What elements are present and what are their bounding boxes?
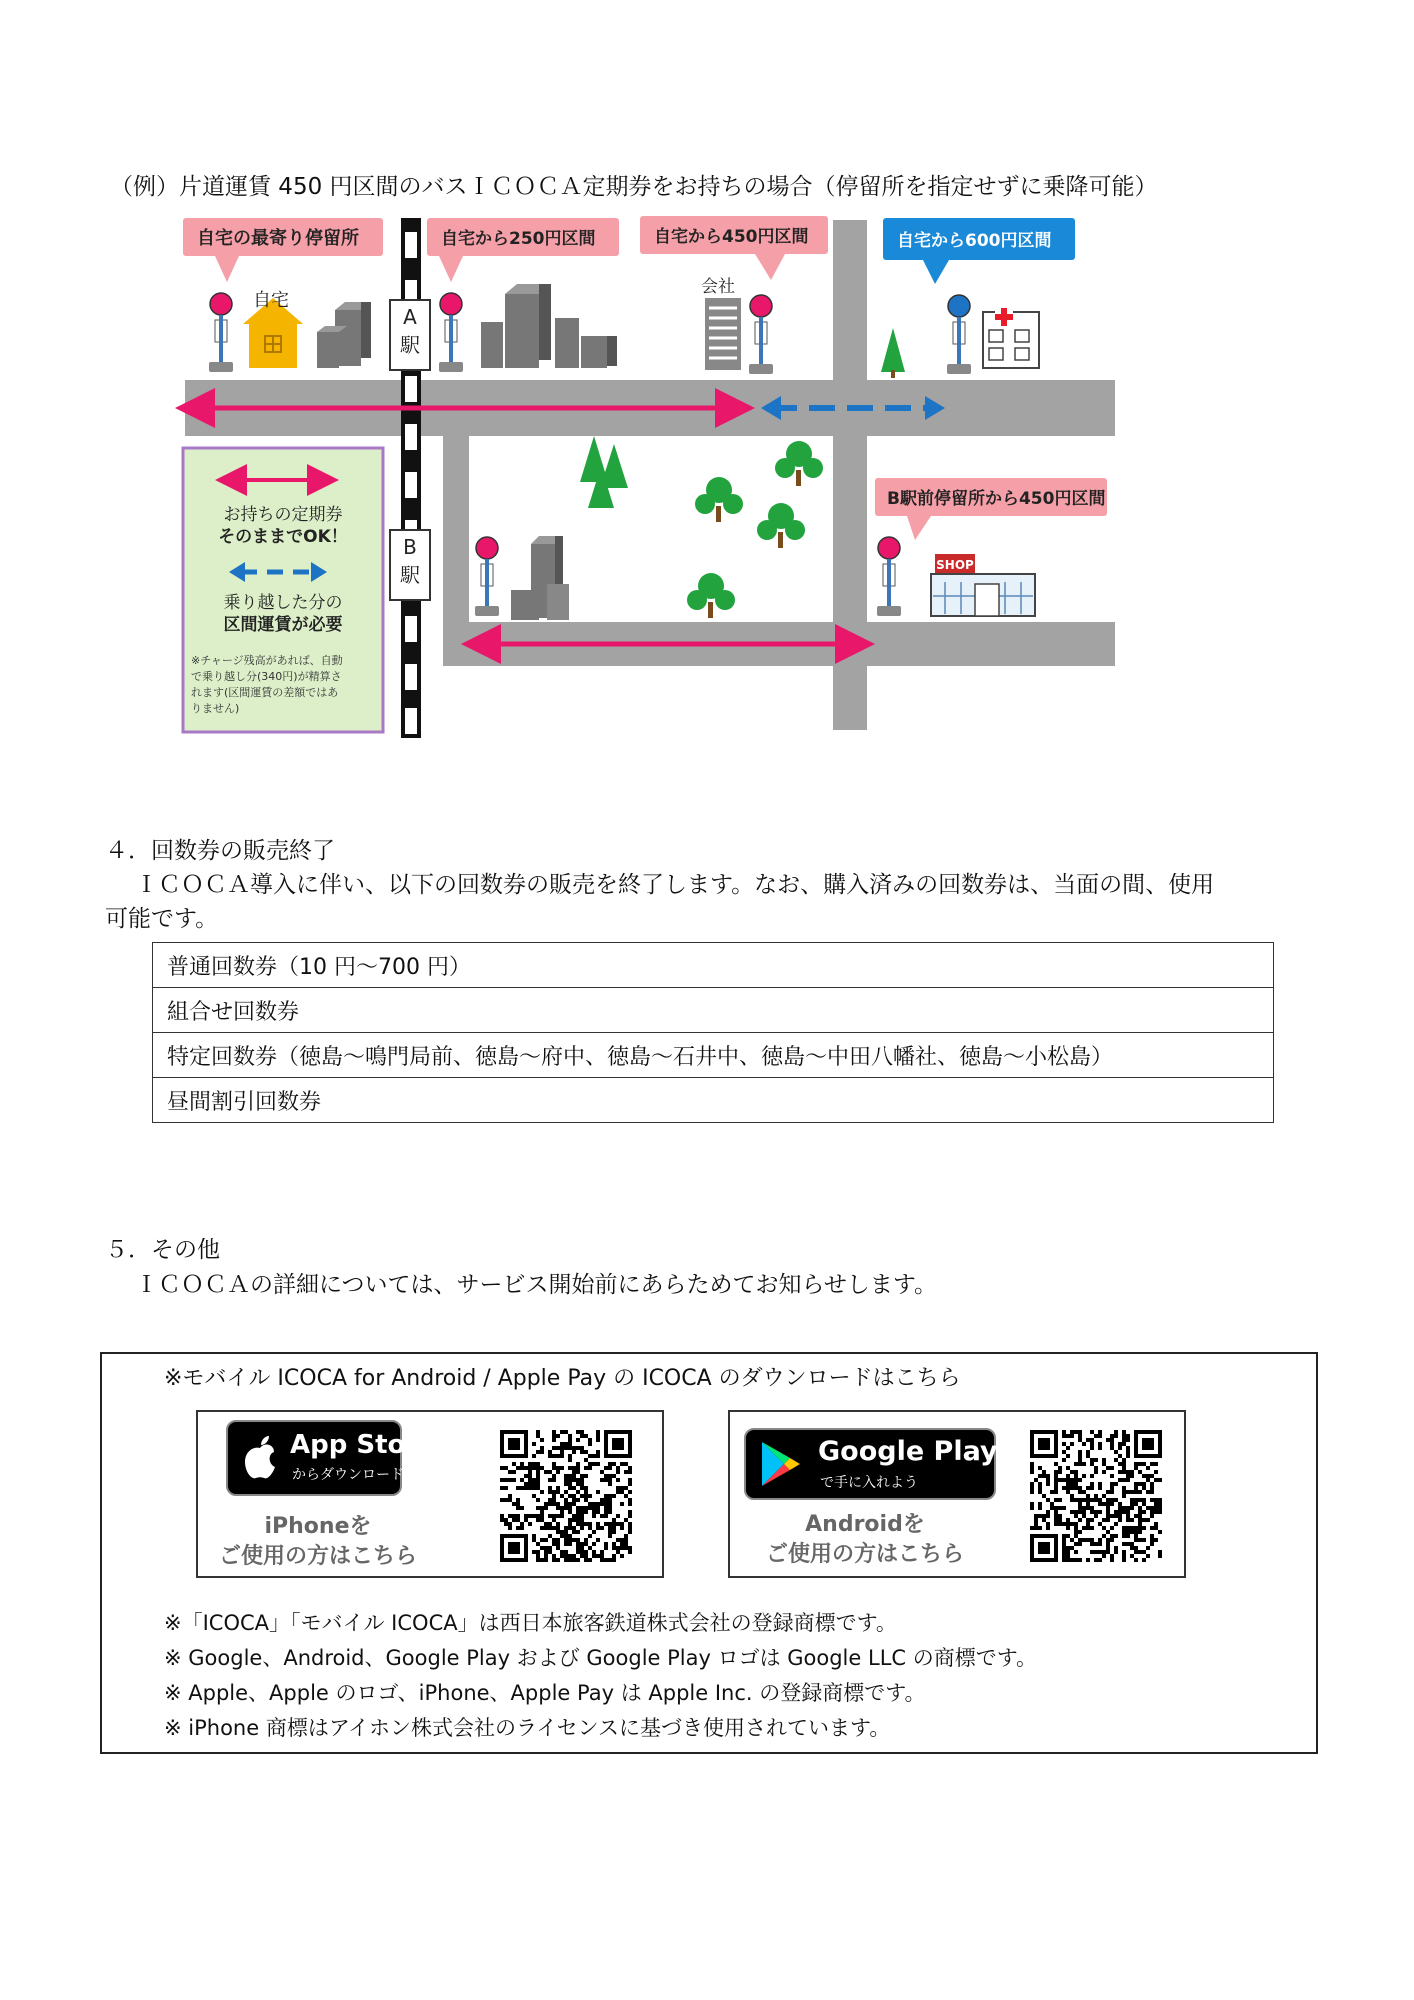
- station-a-letter: A: [403, 305, 417, 329]
- route-map-diagram: [175, 212, 1135, 752]
- example-caption: （例）片道運賃 450 円区間のバスＩＣＯＣＡ定期券をお持ちの場合（停留所を指定せずに乗降可能）: [110, 174, 1158, 200]
- google-play-badge-main: Google Play: [818, 1436, 998, 1467]
- callout-from-home-600: [883, 218, 1075, 284]
- ticket-cell: 昼間割引回数券: [153, 1078, 1274, 1123]
- google-play-badge-sub: で手に入れよう: [820, 1475, 918, 1491]
- svg-text:乗り越した分の: 乗り越した分の: [223, 593, 343, 613]
- trademark-notes: [164, 1606, 1037, 1746]
- ticket-cell: 組合せ回数券: [153, 988, 1274, 1033]
- iphone-caption-line-1: iPhoneを: [264, 1514, 372, 1539]
- station-b-kanji: 駅: [400, 563, 420, 587]
- tree-icon: [580, 436, 628, 508]
- section-4-body-line-1: ＩＣＯＣＡ導入に伴い、以下の回数券の販売を終了します。なお、購入済みの回数券は、当面の間、使用: [135, 872, 1215, 898]
- svg-text:お持ちの定期券: お持ちの定期券: [223, 505, 343, 525]
- table-row: [153, 943, 1274, 988]
- building-cluster-icon: [317, 302, 371, 368]
- station-b-letter: B: [403, 535, 417, 559]
- app-store-badge[interactable]: [226, 1420, 436, 1496]
- callout-from-home-250: [427, 218, 619, 282]
- svg-text:自宅から450円区間: 自宅から450円区間: [654, 227, 809, 247]
- bus-stop-icon: [209, 293, 233, 372]
- tree-icon: [881, 328, 905, 378]
- building-cluster-icon: [481, 284, 617, 368]
- section-4-body-line-2: 可能です。: [105, 906, 219, 932]
- iphone-caption-line-2: ご使用の方はこちら: [218, 1544, 417, 1569]
- google-play-badge[interactable]: [744, 1428, 996, 1500]
- building-cluster-icon: [511, 536, 569, 620]
- trademark-note: ※ Apple、Apple のロゴ、iPhone、Apple Pay は Apple Inc. の登録商標です。: [164, 1681, 926, 1705]
- ticket-cell: 特定回数券（徳島～鳴門局前、徳島～府中、徳島～石井中、徳島～中田八幡社、徳島～小松島）: [153, 1033, 1274, 1078]
- ticket-cell: 普通回数券（10 円～700 円）: [153, 943, 1274, 988]
- station-a-sign: [390, 300, 430, 370]
- svg-text:そのままでOK！: そのままでOK！: [218, 527, 348, 547]
- hospital-icon: [983, 308, 1039, 368]
- vertical-road-right: [833, 220, 867, 730]
- tree-icon: [757, 503, 805, 548]
- callout-from-b-station-450: [875, 478, 1107, 540]
- tree-icon: [775, 441, 823, 486]
- apple-logo-icon: [240, 1434, 280, 1482]
- download-box: [100, 1352, 1318, 1754]
- qr-code-icon[interactable]: [500, 1430, 632, 1562]
- bus-stop-icon: [877, 537, 901, 616]
- table-row: [153, 1033, 1274, 1078]
- bus-stop-icon: [475, 537, 499, 616]
- google-play-logo-icon: [758, 1440, 802, 1488]
- company-building-icon: [705, 298, 741, 370]
- svg-text:で乗り越し分(340円)が精算さ: で乗り越し分(340円)が精算さ: [191, 670, 342, 683]
- station-b-sign: [390, 530, 430, 600]
- trademark-note: ※ Google、Android、Google Play および Google Play ロゴは Google LLC の商標です。: [164, 1646, 1038, 1670]
- callout-home-stop: [183, 218, 383, 282]
- svg-text:れます(区間運賃の差額ではあ: れます(区間運賃の差額ではあ: [191, 686, 339, 699]
- svg-text:自宅の最寄り停留所: 自宅の最寄り停留所: [197, 228, 359, 249]
- home-label: 自宅: [253, 290, 289, 311]
- discontinued-tickets-table: [152, 942, 1274, 1123]
- svg-text:自宅から600円区間: 自宅から600円区間: [897, 231, 1052, 251]
- app-store-badge-sub: からダウンロード: [292, 1467, 404, 1483]
- svg-text:区間運賃が必要: 区間運賃が必要: [223, 615, 343, 635]
- trademark-note: ※「ICOCA」「モバイル ICOCA」は西日本旅客鉄道株式会社の登録商標です。: [164, 1611, 897, 1635]
- section-4-heading: ４．回数券の販売終了: [105, 838, 335, 864]
- svg-text:B駅前停留所から450円区間: B駅前停留所から450円区間: [887, 489, 1106, 509]
- table-row: [153, 1078, 1274, 1123]
- download-title: ※モバイル ICOCA for Android / Apple Pay の ICOCA のダウンロードはこちら: [164, 1366, 961, 1391]
- android-caption-line-1: Androidを: [805, 1512, 925, 1537]
- vertical-road-left: [443, 436, 469, 666]
- svg-text:りません): りません): [191, 702, 240, 715]
- iphone-download-panel[interactable]: [196, 1410, 664, 1578]
- bus-stop-icon: [749, 295, 773, 374]
- company-label: 会社: [701, 277, 735, 297]
- diagram-legend: [183, 448, 383, 732]
- station-a-kanji: 駅: [400, 333, 420, 357]
- tree-icon: [687, 573, 735, 618]
- trademark-note: ※ iPhone 商標はアイホン株式会社のライセンスに基づき使用されています。: [164, 1716, 891, 1740]
- svg-text:自宅から250円区間: 自宅から250円区間: [441, 229, 596, 249]
- section-5-body: ＩＣＯＣＡの詳細については、サービス開始前にあらためてお知らせします。: [135, 1272, 938, 1298]
- railway-track: [401, 218, 421, 738]
- bus-stop-icon: [947, 295, 971, 374]
- table-row: [153, 988, 1274, 1033]
- tree-icon: [695, 477, 743, 522]
- bus-stop-icon: [439, 293, 463, 372]
- section-5-heading: ５．その他: [105, 1237, 220, 1263]
- callout-from-home-450: [640, 216, 828, 280]
- shop-icon: [931, 554, 1035, 616]
- android-download-panel[interactable]: [728, 1410, 1186, 1578]
- shop-label: SHOP: [936, 558, 974, 572]
- qr-code-icon[interactable]: [1030, 1430, 1162, 1562]
- svg-text:※チャージ残高があれば、自動: ※チャージ残高があれば、自動: [191, 654, 343, 667]
- app-store-badge-main: App Store: [290, 1430, 436, 1460]
- android-caption-line-2: ご使用の方はこちら: [765, 1542, 964, 1567]
